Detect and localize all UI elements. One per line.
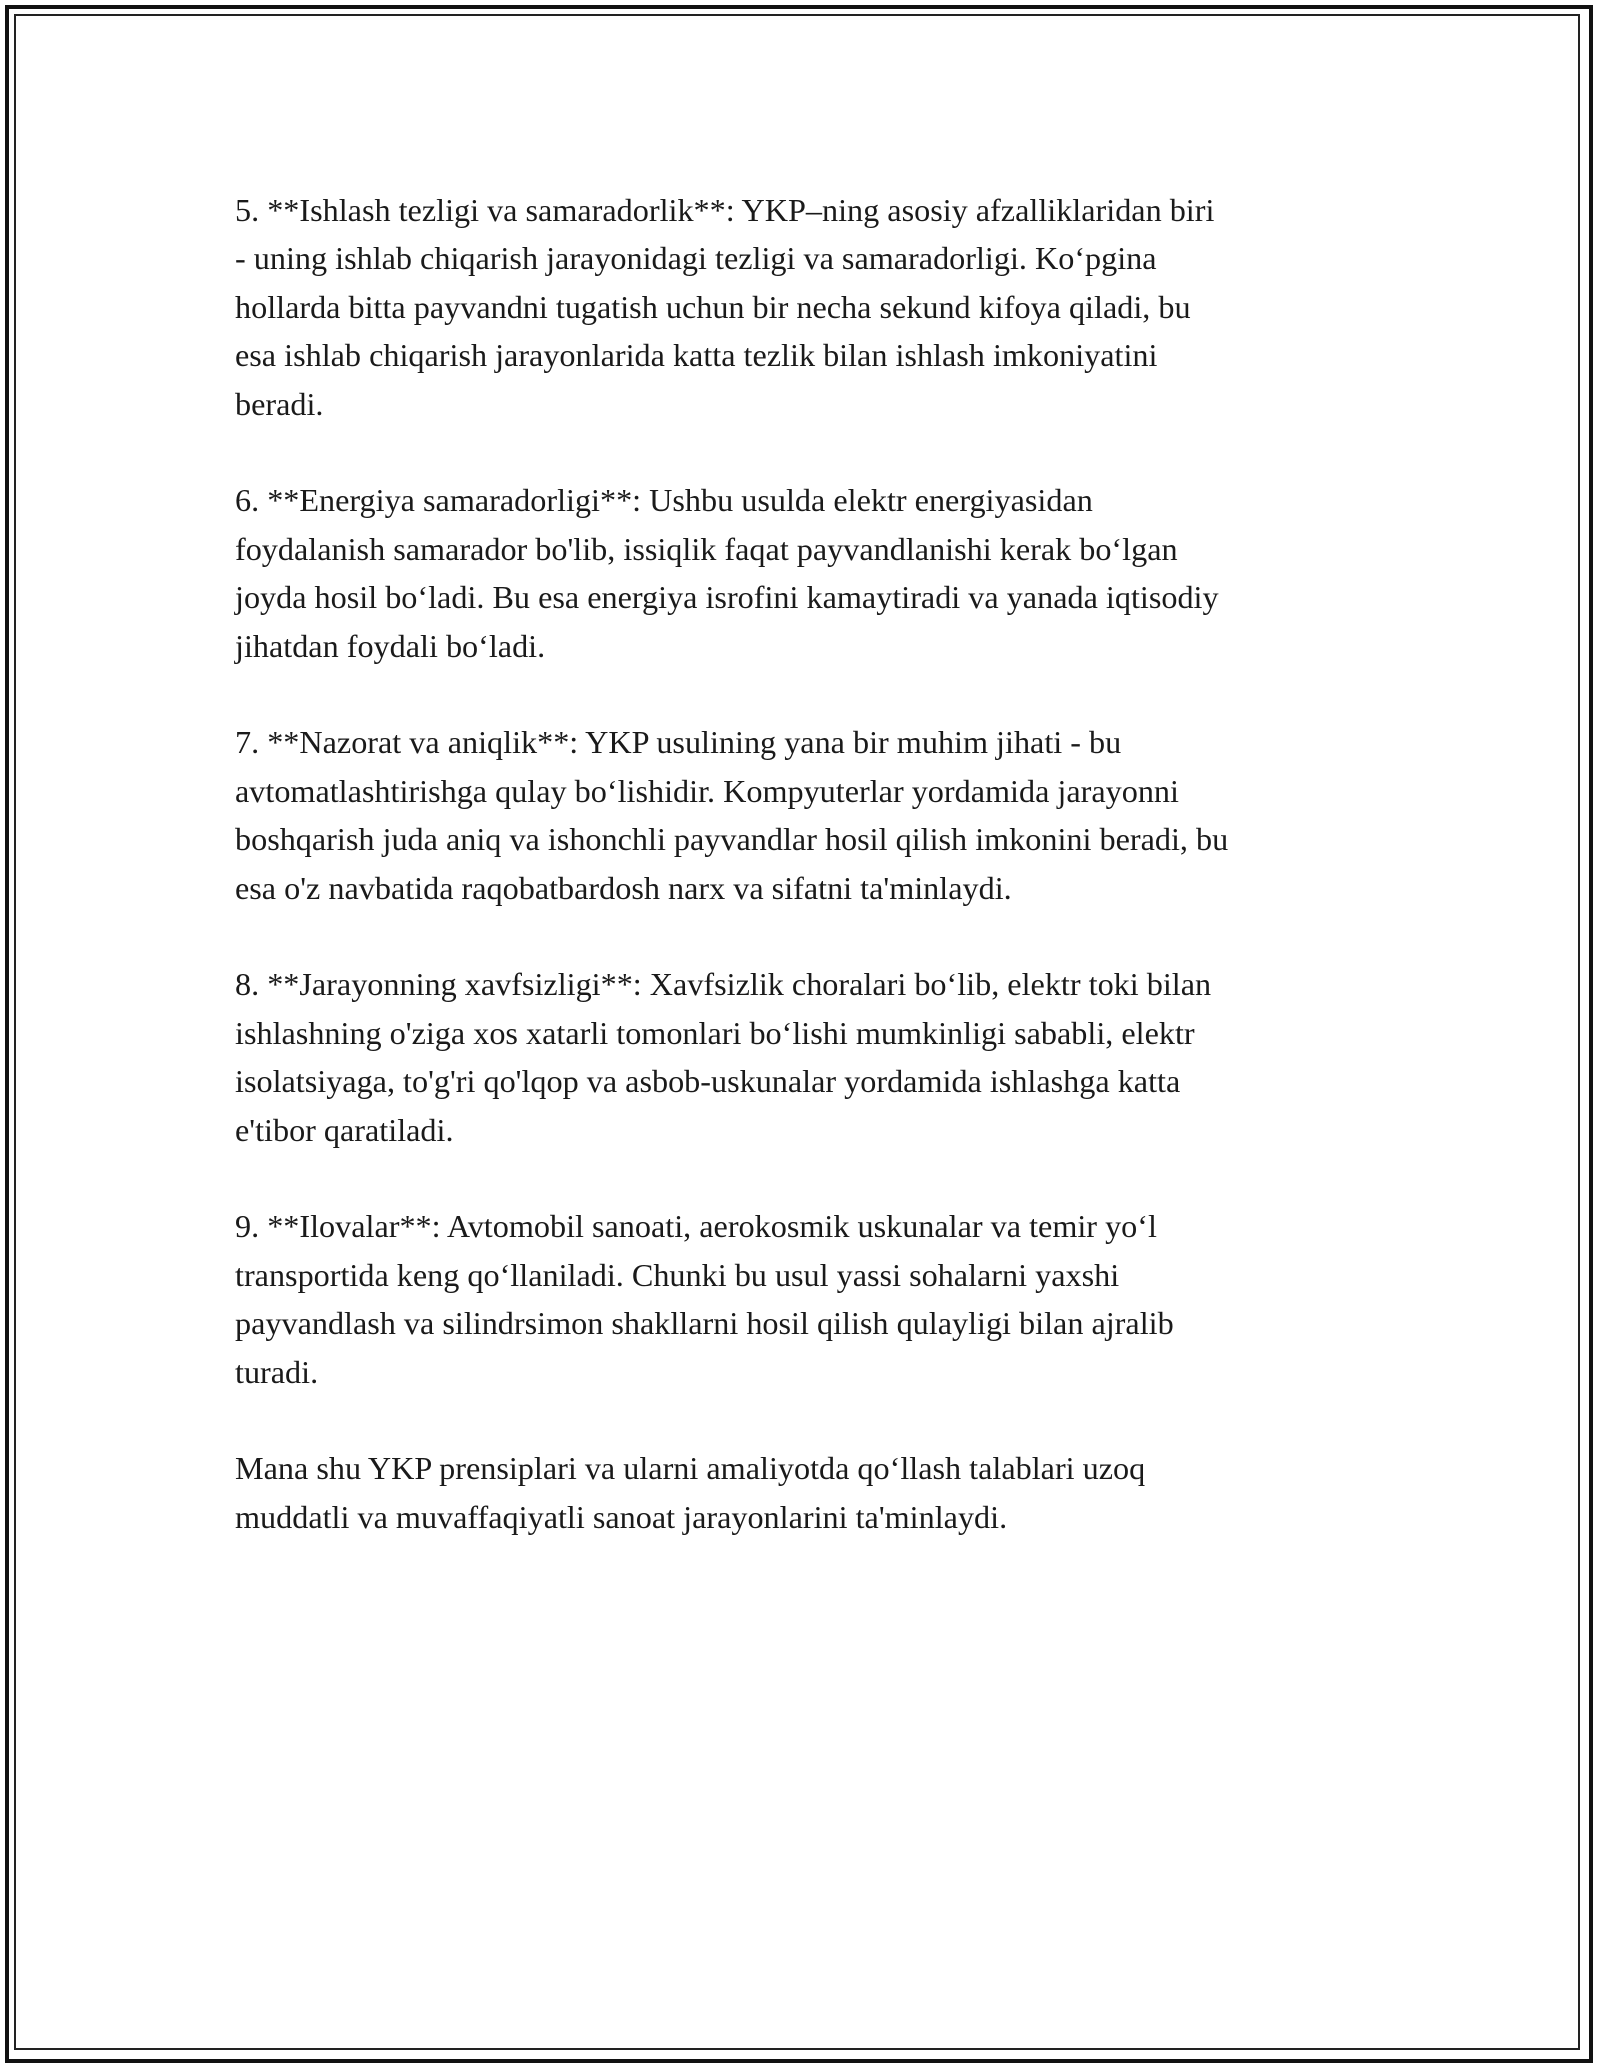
text-line: 7. **Nazorat va aniqlik**: YKP usulining yana bir muhim jihati - bu: [235, 724, 1122, 761]
text-line: esa ishlab chiqarish jarayonlarida katta tezlik bilan ishlash imkoniyatini: [235, 337, 1158, 374]
text-line: hollarda bitta payvandni tugatish uchun bir necha sekund kifoya qiladi, bu: [235, 288, 1191, 325]
text-line: joyda hosil boʻladi. Bu esa energiya isrofini kamaytiradi va yanada iqtisodiy: [235, 579, 1219, 616]
paragraph-ilovalar: [235, 1202, 1385, 1396]
text-line: jihatdan foydali boʻladi.: [235, 627, 546, 664]
text-line: e'tibor qaratiladi.: [235, 1111, 454, 1148]
document-body: [235, 186, 1385, 1590]
text-line: beradi.: [235, 385, 324, 422]
text-line: boshqarish juda aniq va ishonchli payvandlar hosil qilish imkonini beradi, bu: [235, 821, 1229, 858]
paragraph-energiya-samaradorligi: [235, 476, 1385, 670]
text-line: - uning ishlab chiqarish jarayonidagi tezligi va samaradorligi. Koʻpgina: [235, 240, 1157, 277]
text-line: isolatsiyaga, to'g'ri qo'lqop va asbob-uskunalar yordamida ishlashga katta: [235, 1063, 1181, 1100]
paragraph-ishlash-tezligi: [235, 186, 1385, 428]
text-line: payvandlash va silindrsimon shakllarni hosil qilish qulayligi bilan ajralib: [235, 1305, 1174, 1342]
text-line: 6. **Energiya samaradorligi**: Ushbu usulda elektr energiyasidan: [235, 482, 1093, 519]
text-line: ishlashning o'ziga xos xatarli tomonlari boʻlishi mumkinligi sababli, elektr: [235, 1014, 1195, 1051]
text-line: Mana shu YKP prensiplari va ularni amaliyotda qoʻllash talablari uzoq: [235, 1450, 1146, 1487]
text-line: turadi.: [235, 1353, 319, 1390]
text-line: 9. **Ilovalar**: Avtomobil sanoati, aerokosmik uskunalar va temir yoʻl: [235, 1208, 1157, 1245]
paragraph-nazorat-aniqlik: [235, 718, 1385, 912]
text-line: foydalanish samarador bo'lib, issiqlik faqat payvandlanishi kerak boʻlgan: [235, 530, 1178, 567]
paragraph-jarayon-xavfsizligi: [235, 960, 1385, 1154]
text-line: transportida keng qoʻllaniladi. Chunki bu usul yassi sohalarni yaxshi: [235, 1256, 1120, 1293]
text-line: 5. **Ishlash tezligi va samaradorlik**: YKP–ning asosiy afzalliklaridan biri: [235, 192, 1215, 228]
text-line: muddatli va muvaffaqiyatli sanoat jarayonlarini ta'minlaydi.: [235, 1498, 1008, 1535]
text-line: avtomatlashtirishga qulay boʻlishidir. Kompyuterlar yordamida jarayonni: [235, 772, 1179, 809]
text-line: 8. **Jarayonning xavfsizligi**: Xavfsizlik choralari boʻlib, elektr toki bilan: [235, 966, 1212, 1003]
paragraph-conclusion: [235, 1444, 1385, 1541]
text-line: esa o'z navbatida raqobatbardosh narx va sifatni ta'minlaydi.: [235, 869, 1012, 906]
